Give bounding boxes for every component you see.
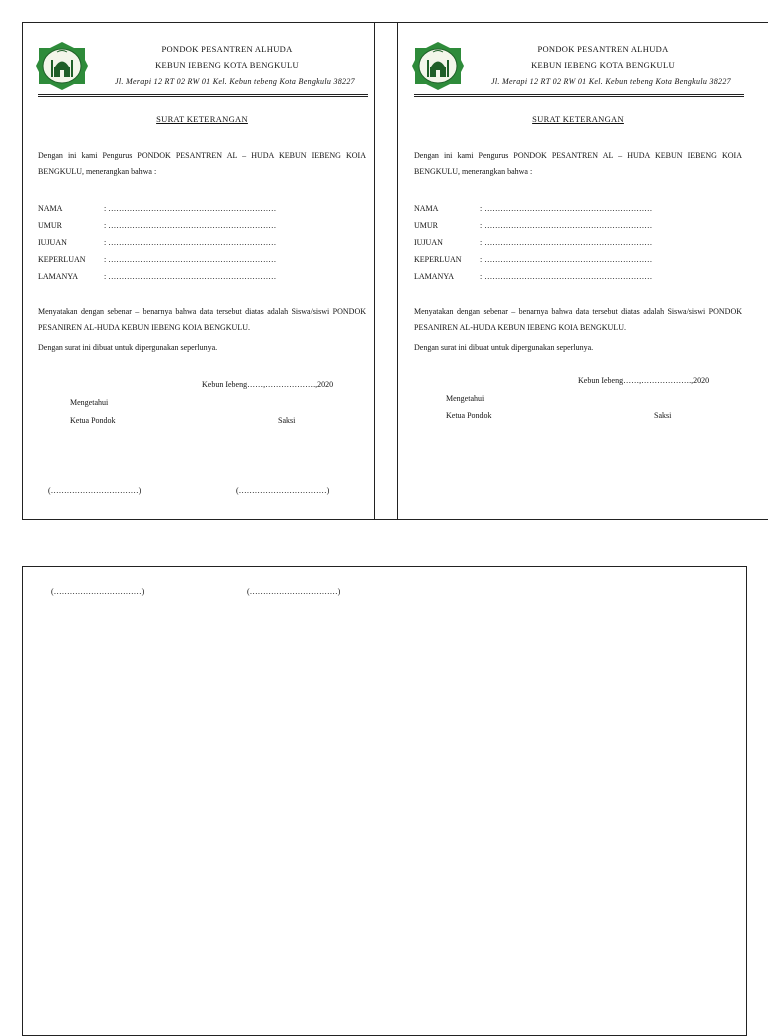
field-label: NAMA	[38, 204, 63, 213]
letterhead-rule	[414, 94, 744, 97]
date-line: Kebun Iebeng……,……………….,2020	[578, 376, 710, 385]
field-row-nama	[414, 200, 652, 217]
closing-paragraph: Dengan surat ini dibuat untuk dipergunakan seperlunya.	[414, 343, 594, 352]
field-row-keperluan	[38, 251, 276, 268]
letterhead-address: Jl. Merapi 12 RT 02 RW 01 Kel. Kebun tebeng Kota Bengkulu 38227	[491, 77, 731, 86]
statement-paragraph: Menyatakan dengan sebenar – benarnya bahwa data tersebut diatas adalah Siswa/siswi PONDOK PESANIREN AL-HUDA KEBUN IEBENG KOIA BENGKULU.	[38, 307, 366, 332]
signature-line-left: (……………………………)	[51, 587, 145, 596]
field-value: : ………………………………………………………	[104, 238, 277, 247]
field-row-umur	[38, 217, 276, 234]
letterhead-name: PONDOK PESANTREN ALHUDA	[537, 44, 669, 54]
letterhead-city: KEBUN IEBENG KOTA BENGKULU	[531, 60, 675, 70]
head-of-school-label: Ketua Pondok	[70, 416, 116, 425]
field-value: : ………………………………………………………	[480, 255, 653, 264]
field-label: IUJUAN	[38, 238, 67, 247]
panel-divider	[374, 22, 398, 520]
statement-paragraph: Menyatakan dengan sebenar – benarnya bahwa data tersebut diatas adalah Siswa/siswi PONDOK PESANIREN AL-HUDA KEBUN IEBENG KOIA BENGKULU.	[414, 307, 742, 332]
field-row-lamanya	[414, 268, 652, 285]
intro-paragraph: Dengan ini kami Pengurus PONDOK PESANTREN AL – HUDA KEBUN IEBENG KOIA BENGKULU, menerangkan bahwa :	[414, 151, 742, 176]
field-label: KEPERLUAN	[414, 255, 462, 264]
field-value: : ………………………………………………………	[480, 204, 653, 213]
head-of-school-label: Ketua Pondok	[446, 411, 492, 420]
field-value: : ………………………………………………………	[104, 272, 277, 281]
document-title: SURAT KETERANGAN	[156, 114, 248, 124]
field-row-umur	[414, 217, 652, 234]
witness-label: Saksi	[278, 416, 296, 425]
field-label: UMUR	[38, 221, 63, 230]
intro-paragraph: Dengan ini kami Pengurus PONDOK PESANTREN AL – HUDA KEBUN IEBENG KOIA BENGKULU, menerangkan bahwa :	[38, 151, 366, 176]
field-value: : ………………………………………………………	[480, 238, 653, 247]
pesantren-logo-icon	[36, 40, 88, 90]
field-label: NAMA	[414, 204, 439, 213]
pesantren-logo-icon	[412, 40, 464, 90]
field-row-tujuan	[38, 234, 276, 251]
certificate-panel-right	[398, 22, 748, 520]
signature-line-right: (……………………………)	[236, 486, 330, 495]
field-label: IUJUAN	[414, 238, 443, 247]
field-label: UMUR	[414, 221, 439, 230]
letterhead-name: PONDOK PESANTREN ALHUDA	[161, 44, 293, 54]
field-row-lamanya	[38, 268, 276, 285]
field-value: : ………………………………………………………	[480, 221, 653, 230]
second-page	[22, 566, 747, 1036]
field-value: : ………………………………………………………	[104, 221, 277, 230]
field-label: KEPERLUAN	[38, 255, 86, 264]
letterhead-city: KEBUN IEBENG KOTA BENGKULU	[155, 60, 299, 70]
field-list	[38, 200, 276, 285]
field-value: : ………………………………………………………	[104, 255, 277, 264]
date-line: Kebun Iebeng……,……………….,2020	[202, 380, 334, 389]
field-value: : ………………………………………………………	[104, 204, 277, 213]
field-row-tujuan	[414, 234, 652, 251]
field-row-keperluan	[414, 251, 652, 268]
signature-line-left: (……………………………)	[48, 486, 142, 495]
document-title: SURAT KETERANGAN	[532, 114, 624, 124]
field-value: : ………………………………………………………	[480, 272, 653, 281]
closing-paragraph: Dengan surat ini dibuat untuk dipergunakan seperlunya.	[38, 343, 218, 352]
acknowledged-label: Mengetahui	[70, 398, 109, 407]
certificate-panel-left	[22, 22, 372, 520]
field-label: LAMANYA	[38, 272, 78, 281]
signature-line-right: (……………………………)	[247, 587, 341, 596]
field-list	[414, 200, 652, 285]
field-row-nama	[38, 200, 276, 217]
witness-label: Saksi	[654, 411, 672, 420]
letterhead-rule	[38, 94, 368, 97]
field-label: LAMANYA	[414, 272, 454, 281]
acknowledged-label: Mengetahui	[446, 394, 485, 403]
letterhead-address: Jl. Merapi 12 RT 02 RW 01 Kel. Kebun tebeng Kota Bengkulu 38227	[115, 77, 355, 86]
